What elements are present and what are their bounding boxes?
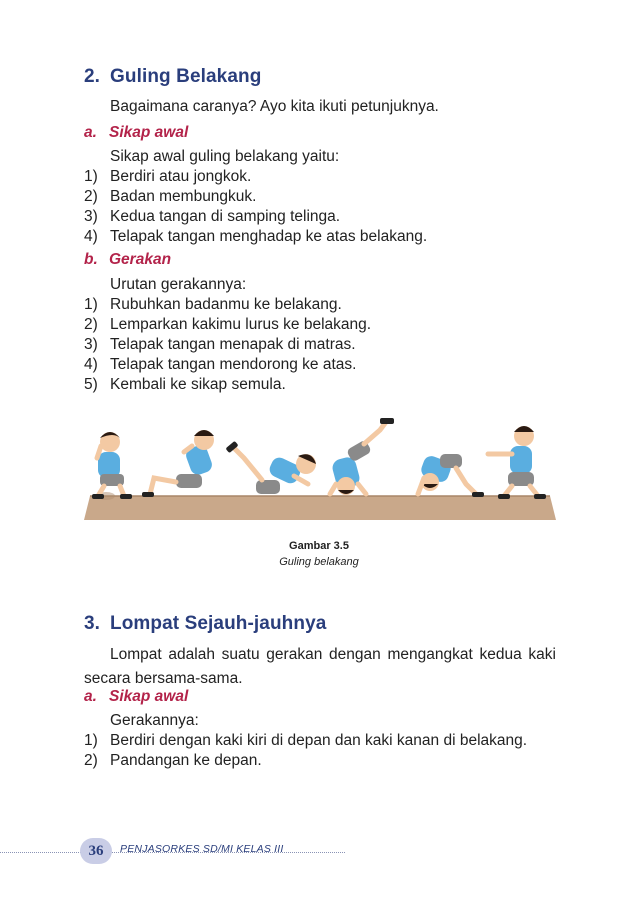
- pose-return: [488, 426, 546, 499]
- mat: [84, 496, 556, 520]
- list-item: [84, 356, 356, 374]
- list-number: 5): [84, 376, 98, 393]
- list-text: Berdiri atau jongkok.: [110, 168, 252, 185]
- pose-inverted: [330, 418, 394, 495]
- figure-label: Gambar 3.5: [289, 540, 349, 552]
- list-text: Kedua tangan di samping telinga.: [110, 208, 341, 225]
- list-text: Berdiri dengan kaki kiri di depan dan kaki kanan di belakang.: [110, 732, 528, 749]
- list-text: Telapak tangan menapak di matras.: [110, 336, 356, 353]
- pose-roll-back: [142, 430, 214, 497]
- footer-book-title: PENJASORKES SD/MI KELAS III: [120, 843, 284, 855]
- list-number: 1): [84, 296, 98, 313]
- section-intro: Bagaimana caranya? Ayo kita ikuti petunjuknya.: [110, 98, 439, 115]
- list-text: Pandangan ke depan.: [110, 752, 262, 769]
- pose-push-up: [418, 454, 484, 497]
- subheading-letter: a.: [84, 124, 97, 141]
- list-item: [84, 732, 527, 750]
- list-text: Kembali ke sikap semula.: [110, 376, 286, 393]
- subheading-letter: b.: [84, 251, 98, 268]
- backward-roll-illustration: [84, 418, 556, 523]
- section-number: 2.: [84, 66, 101, 87]
- subheading-gerakan: [84, 251, 171, 269]
- list-item: [84, 208, 340, 226]
- section-title: Lompat Sejauh-jauhnya: [110, 613, 327, 634]
- pose-legs-up: [225, 441, 316, 494]
- subheading-sikap-awal: [84, 688, 188, 706]
- subheading-title: Sikap awal: [109, 688, 189, 705]
- list-text: Rubuhkan badanmu ke belakang.: [110, 296, 342, 313]
- list-item: [84, 336, 356, 354]
- list-text: Lemparkan kakimu lurus ke belakang.: [110, 316, 372, 333]
- sikap-awal-intro: Sikap awal guling belakang yaitu:: [110, 148, 340, 165]
- list-item: [84, 228, 427, 246]
- subheading-sikap-awal: [84, 124, 188, 142]
- gerakan-intro: Urutan gerakannya:: [110, 276, 247, 293]
- section-intro: Lompat adalah suatu gerakan dengan mengangkat kedua kaki secara bersama-sama.: [84, 646, 556, 687]
- list-number: 4): [84, 356, 98, 373]
- subheading-letter: a.: [84, 688, 97, 705]
- list-number: 2): [84, 316, 98, 333]
- section-number: 3.: [84, 613, 101, 634]
- list-text: Badan membungkuk.: [110, 188, 257, 205]
- subheading-title: Sikap awal: [109, 124, 189, 141]
- list-number: 4): [84, 228, 98, 245]
- subheading-title: Gerakan: [109, 251, 172, 268]
- list-number: 2): [84, 752, 98, 769]
- list-number: 1): [84, 168, 98, 185]
- list-number: 3): [84, 208, 98, 225]
- list-item: [84, 752, 262, 770]
- section-heading-guling-belakang: [84, 66, 261, 88]
- list-number: 1): [84, 732, 98, 749]
- list-number: 2): [84, 188, 98, 205]
- list-text: Telapak tangan menghadap ke atas belakang.: [110, 228, 428, 245]
- list-text: Telapak tangan mendorong ke atas.: [110, 356, 357, 373]
- list-item: [84, 168, 251, 186]
- list-item: [84, 316, 371, 334]
- section-heading-lompat: [84, 613, 326, 635]
- figure-caption: Guling belakang: [279, 556, 359, 568]
- list-number: 3): [84, 336, 98, 353]
- list-item: [84, 376, 286, 394]
- pose-crouch: [92, 432, 132, 500]
- list-item: [84, 188, 256, 206]
- list-item: [84, 296, 342, 314]
- section-title: Guling Belakang: [110, 66, 262, 87]
- page-number: 36: [80, 838, 112, 864]
- gerakan-intro: Gerakannya:: [110, 712, 199, 729]
